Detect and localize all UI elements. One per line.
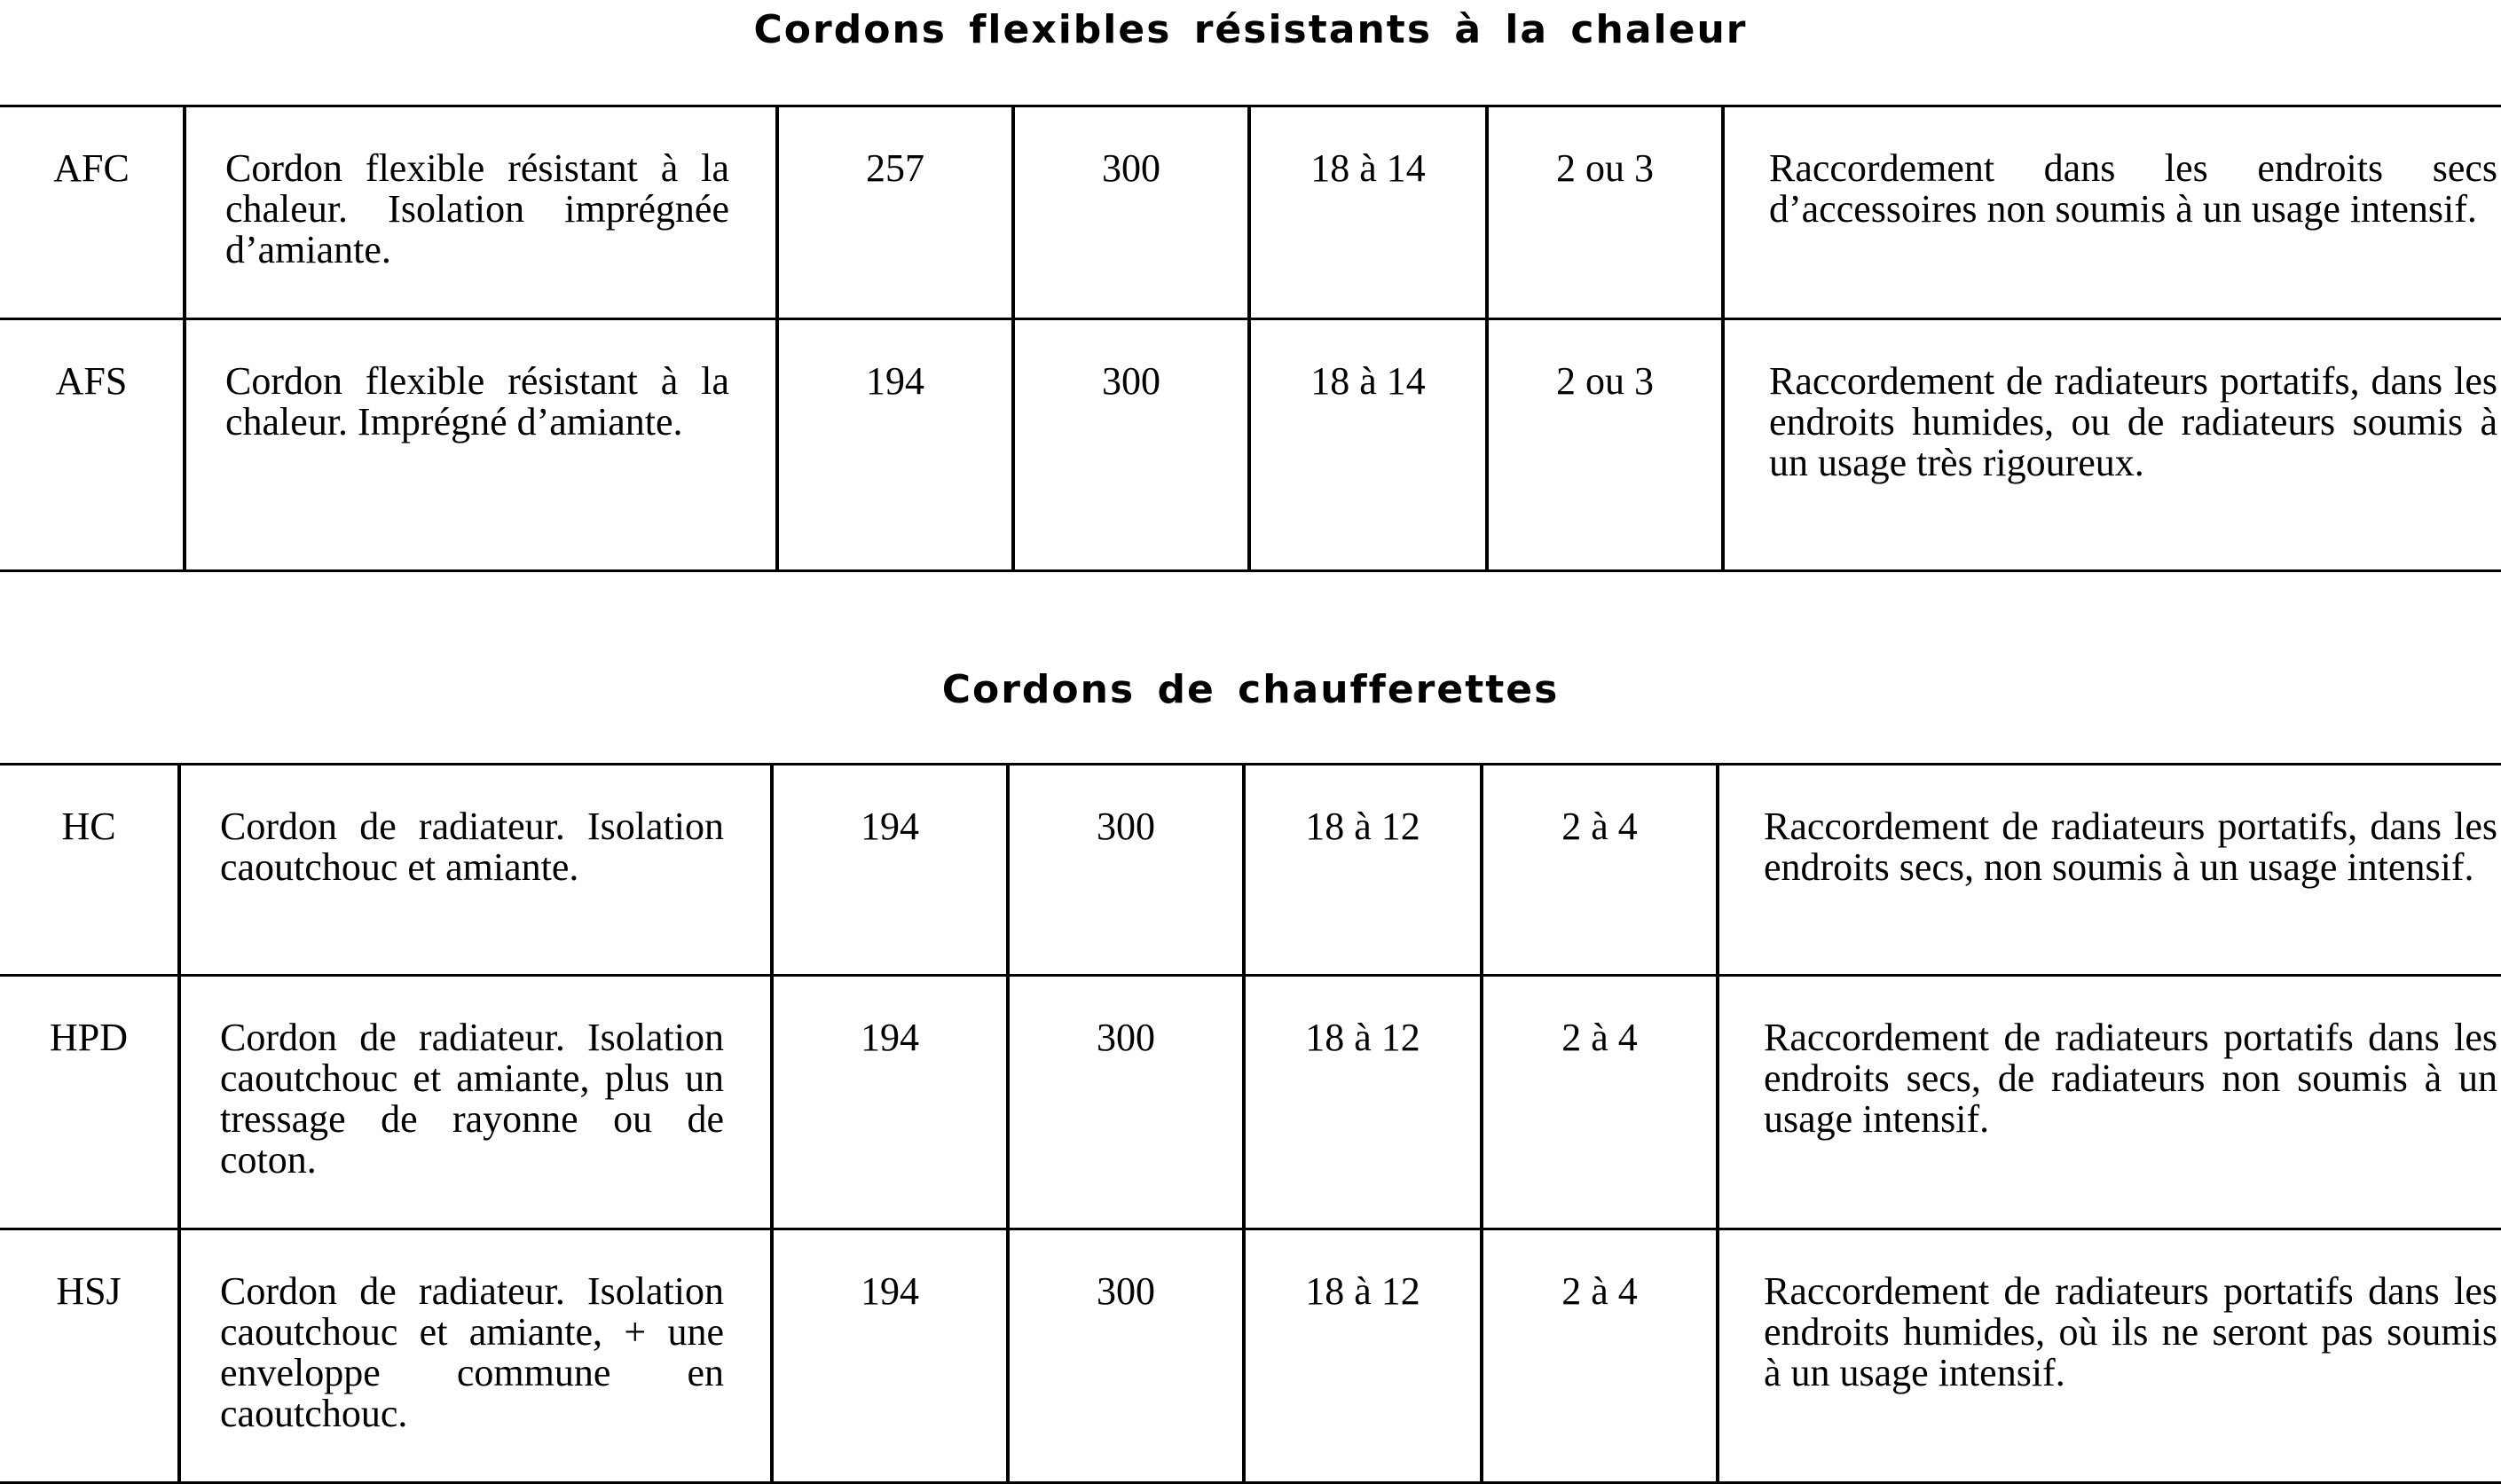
cord-usage: Raccordement de radiateurs portatifs dans les endroits humides, où ils ne seront pas soumis à un usage intensif.	[1718, 1229, 2501, 1483]
cord-code: AFC	[0, 106, 185, 319]
cord-code: HPD	[0, 976, 179, 1229]
cord-usage: Raccordement dans les endroits secs d’accessoires non soumis à un usage intensif.	[1723, 106, 2501, 319]
cord-value-1: 194	[777, 319, 1013, 571]
table-row	[0, 319, 2501, 571]
table-row	[0, 976, 2501, 1229]
cord-value-2: 300	[1008, 765, 1244, 976]
heater-cords-table	[0, 763, 2501, 1484]
cord-value-1: 194	[772, 976, 1008, 1229]
cord-usage: Raccordement de radiateurs portatifs, dans les endroits secs, non soumis à un usage intensif.	[1718, 765, 2501, 976]
cord-conductors: 2 ou 3	[1487, 319, 1723, 571]
cord-description: Cordon flexible résistant à la chaleur. Isolation imprégnée d’amiante.	[185, 106, 777, 319]
cord-gauge: 18 à 14	[1249, 319, 1487, 571]
table-row	[0, 1229, 2501, 1483]
cord-value-2: 300	[1013, 319, 1249, 571]
cord-value-2: 300	[1008, 1229, 1244, 1483]
cord-gauge: 18 à 12	[1244, 976, 1482, 1229]
cord-gauge: 18 à 12	[1244, 1229, 1482, 1483]
cord-value-1: 257	[777, 106, 1013, 319]
section-title-heater-cords: Cordons de chaufferettes	[941, 667, 1560, 712]
table-row	[0, 765, 2501, 976]
cord-code: AFS	[0, 319, 185, 571]
cord-value-2: 300	[1013, 106, 1249, 319]
cord-code: HC	[0, 765, 179, 976]
cord-description: Cordon de radiateur. Isolation caoutchouc et amiante, + une enveloppe commune en caoutchouc.	[179, 1229, 772, 1483]
cord-usage: Raccordement de radiateurs portatifs dans les endroits secs, de radiateurs non soumis à un usage intensif.	[1718, 976, 2501, 1229]
cord-value-2: 300	[1008, 976, 1244, 1229]
cord-gauge: 18 à 12	[1244, 765, 1482, 976]
heat-resistant-cords-table	[0, 105, 2501, 572]
cord-code: HSJ	[0, 1229, 179, 1483]
cord-conductors: 2 à 4	[1482, 765, 1718, 976]
cord-conductors: 2 à 4	[1482, 976, 1718, 1229]
cord-description: Cordon de radiateur. Isolation caoutchouc et amiante.	[179, 765, 772, 976]
cord-description: Cordon flexible résistant à la chaleur. Imprégné d’amiante.	[185, 319, 777, 571]
section-title-heat-resistant-cords: Cordons flexibles résistants à la chaleur	[753, 7, 1748, 52]
cord-value-1: 194	[772, 1229, 1008, 1483]
table-row	[0, 106, 2501, 319]
cord-gauge: 18 à 14	[1249, 106, 1487, 319]
cord-usage: Raccordement de radiateurs portatifs, dans les endroits humides, ou de radiateurs soumis à un usage très rigoureux.	[1723, 319, 2501, 571]
cord-conductors: 2 ou 3	[1487, 106, 1723, 319]
cord-value-1: 194	[772, 765, 1008, 976]
cord-conductors: 2 à 4	[1482, 1229, 1718, 1483]
cord-description: Cordon de radiateur. Isolation caoutchouc et amiante, plus un tressage de rayonne ou de coton.	[179, 976, 772, 1229]
